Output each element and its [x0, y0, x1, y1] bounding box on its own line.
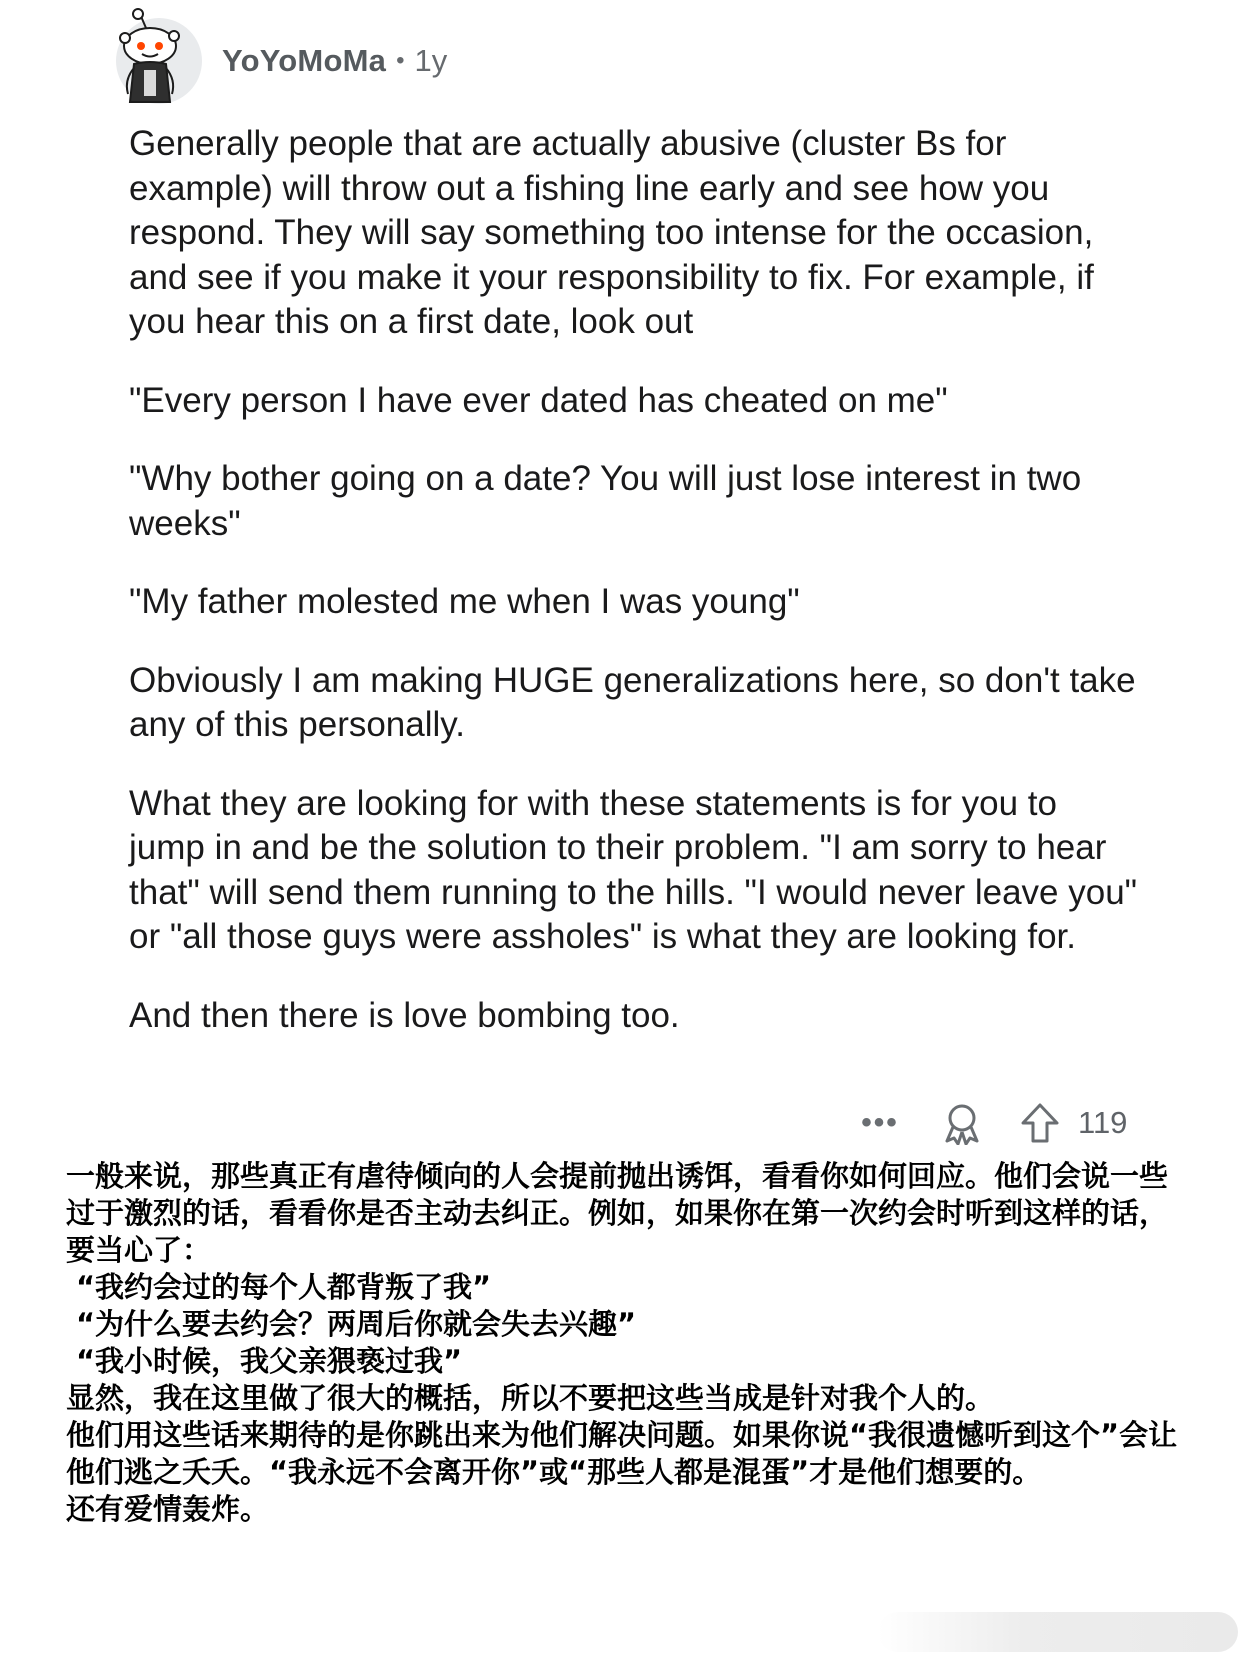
comment-paragraph: "Every person I have ever dated has cheated on me" — [129, 380, 948, 420]
comment-paragraph: And then there is love bombing too. — [129, 995, 680, 1035]
translation-line: “我小时候，我父亲猥亵过我” — [76, 1344, 463, 1378]
comment-paragraph: "My father molested me when I was young" — [129, 582, 800, 621]
comment-paragraph: What they are looking for with these statements is for you to jump in and be the solution to their problem. "I am sorry to hear that" will send them running to the hills. "I would never leave you" or "all those guys were assholes" is what they are looking for. — [129, 783, 1138, 956]
upvote-arrow-icon[interactable] — [1016, 1099, 1064, 1147]
comment-header — [116, 16, 447, 106]
translation-line: 还有爱情轰炸。 — [66, 1492, 270, 1526]
user-avatar[interactable] — [116, 18, 202, 104]
comment-age: 1y — [414, 43, 448, 78]
comment-paragraph: Obviously I am making HUGE generalizations here, so don't take any of this personally. — [129, 660, 1136, 744]
chinese-translation — [66, 1158, 1186, 1528]
meta-separator: • — [396, 47, 405, 74]
more-horizontal-icon[interactable]: ••• — [861, 1106, 899, 1139]
translation-line: “为什么要去约会？两周后你就会失去兴趣” — [76, 1307, 637, 1341]
comment-body — [129, 122, 1139, 1072]
snoo-avatar-icon — [110, 8, 208, 108]
comment-author[interactable]: YoYoMoMa — [222, 43, 387, 78]
comment-actions — [850, 1098, 1127, 1148]
translation-line: 显然，我在这里做了很大的概括，所以不要把这些当成是针对我个人的。 — [66, 1381, 995, 1415]
watermark — [878, 1612, 1238, 1652]
translation-line: “我约会过的每个人都背叛了我” — [76, 1270, 492, 1304]
award-icon[interactable] — [938, 1099, 986, 1147]
vote-count: 119 — [1078, 1105, 1128, 1140]
comment-paragraph: Generally people that are actually abusive (cluster Bs for example) will throw out a fishing line early and see how you respond. They will say something too intense for the occasion, and see if you make it your responsibility to fix. For example, if you hear this on a first date, look out — [129, 124, 1094, 341]
translation-line: 一般来说，那些真正有虐待倾向的人会提前抛出诱饵，看看你如何回应。他们会说一些过于激烈的话，看看你是否主动去纠正。例如，如果你在第一次约会时听到这样的话，要当心了： — [66, 1159, 1169, 1267]
comment-paragraph: "Why bother going on a date? You will just lose interest in two weeks" — [129, 459, 1082, 543]
translation-line: 他们用这些话来期待的是你跳出来为他们解决问题。如果你说“我很遗憾听到这个”会让他们逃之夭夭。“我永远不会离开你”或“那些人都是混蛋”才是他们想要的。 — [66, 1418, 1178, 1489]
